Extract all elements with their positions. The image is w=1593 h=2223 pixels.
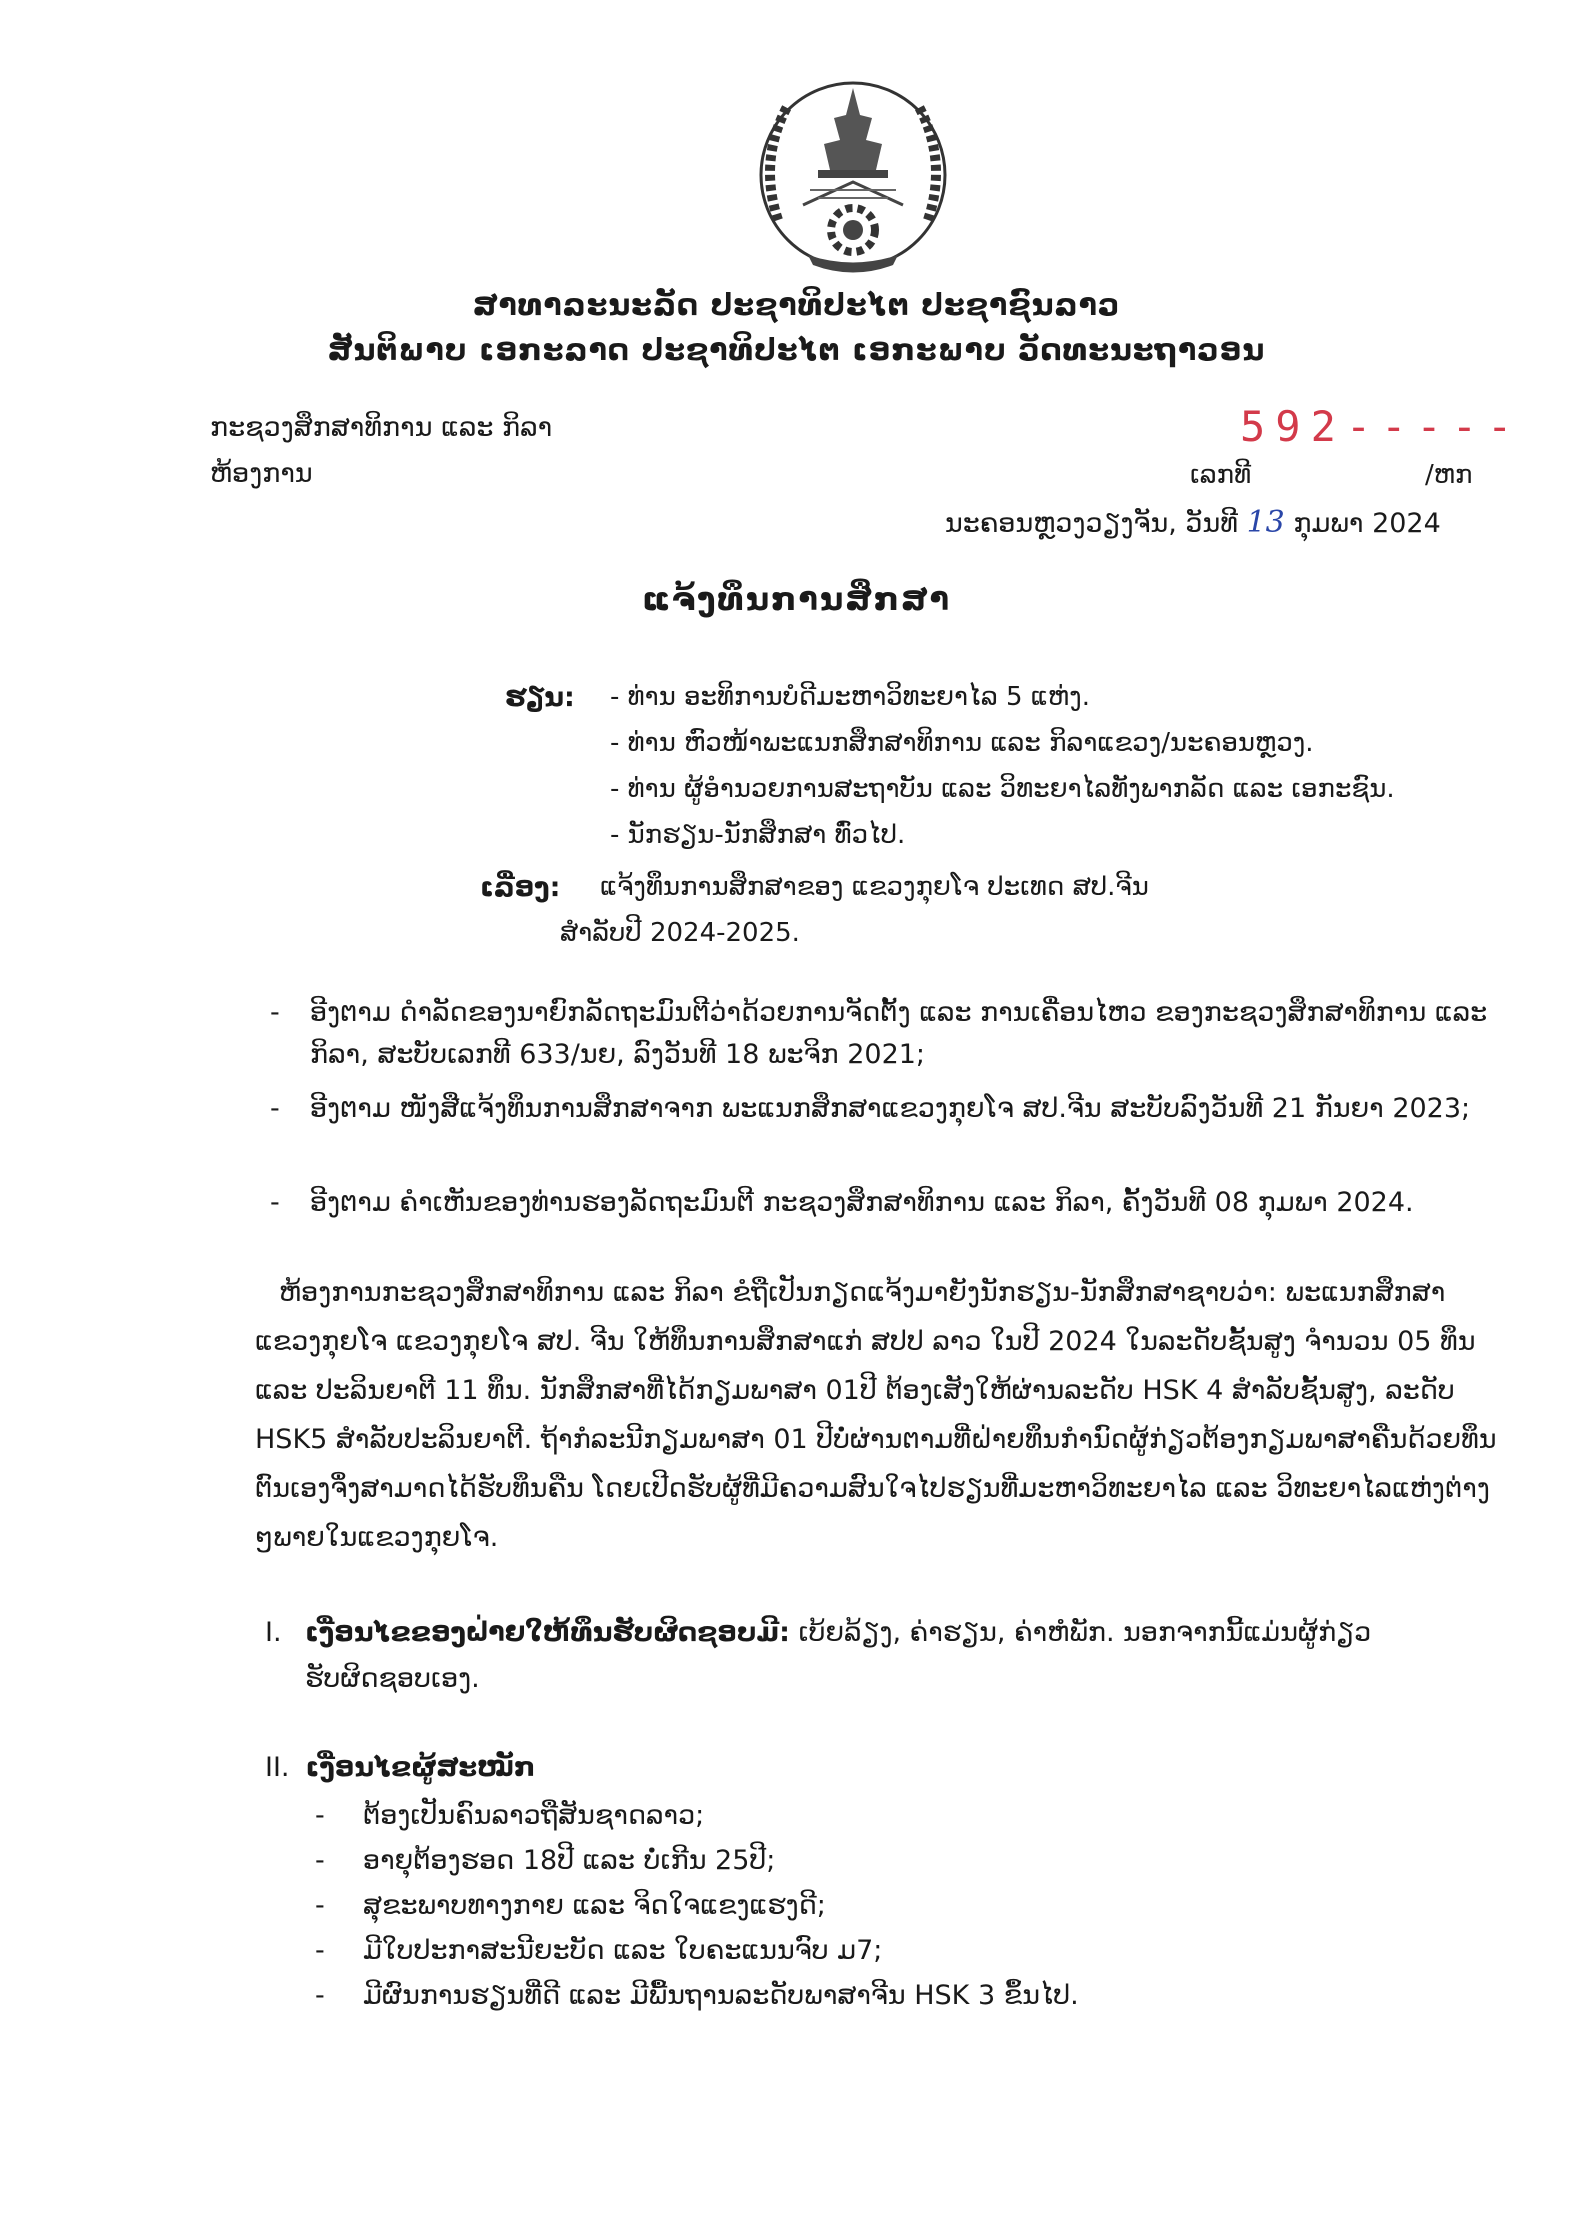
subject-label: ເລື່ອງ: [480,872,561,903]
reference-item: - ອີງຕາມ ດໍາລັດຂອງນາຍົກລັດຖະມົນຕີວ່າດ້ວຍການຈັດຕັ້ງ ແລະ ການເຄື່ອນໄຫວ ຂອງກະຊວງສຶກສາທິການ ແລະ ກິລາ, ສະບັບເລກທີ 633/ນຍ, ລົງວັນທີ 18 ພະຈິກ 2021; [270,997,1488,1070]
recipient-item: - ນັກຮຽນ-ນັກສຶກສາ ທົ່ວໄປ. [610,820,906,850]
recipients-label: ຮຽນ: [505,682,575,713]
section-2-heading: ເງື່ອນໄຂຜູ້ສະໝັກ [305,1752,536,1783]
number-label: ເລກທີ [1190,460,1252,490]
section-1 [265,1610,1485,1702]
body-paragraph: ຫ້ອງການກະຊວງສຶກສາທິການ ແລະ ກິລາ ຂໍຖືເປັນກຽດແຈ້ງມາຍັງນັກຮຽນ-ນັກສຶກສາຊາບວ່າ: ພະແນກສຶກສາແຂວງກຸຍໂຈ ແຂວງກຸຍໂຈ ສປ. ຈີນ ໃຫ້ທຶນການສຶກສາແກ່ ສປປ ລາວ ໃນປີ 2024 ໃນລະດັບຊັ້ນສູງ ຈໍານວນ 05 ທຶນ ແລະ ປະລິນຍາຕີ 11 ທຶນ. ນັກສຶກສາທີ່ໄດ້ກຽມພາສາ 01ປີ ຕ້ອງເສັງໃຫ້ຜ່ານລະດັບ HSK 4 ສໍາລັບຊັ້ນສູງ, ລະດັບ HSK5 ສໍາລັບປະລິນຍາຕີ. ຖ້າກໍລະນີກຽມພາສາ 01 ປີບໍ່ຜ່ານຕາມທີ່ຝ່າຍທຶນກໍານົດຜູ້ກ່ຽວຕ້ອງກຽມພາສາຄືນດ້ວຍທຶນຕົນເອງຈຶ່ງສາມາດໄດ້ຮັບທຶນຄືນ ໂດຍເປີດຮັບຜູ້ທີ່ມີຄວາມສົນໃຈໄປຮຽນທີ່ມະຫາວິທະຍາໄລ ແລະ ວິທະຍາໄລແຫ່ງຕ່າງໆພາຍໃນແຂວງກຸຍໂຈ. [255,1277,1497,1553]
section-2-number: II. [265,1752,290,1783]
requirement-item: - ຕ້ອງເປັນຄົນລາວຖືສັນຊາດລາວ; [315,1800,705,1831]
requirement-item: - ສຸຂະພາບທາງກາຍ ແລະ ຈິດໃຈແຂງແຮງດີ; [315,1890,826,1921]
date-prefix: ນະຄອນຫຼວງວຽງຈັນ, ວັນທີ [945,508,1238,539]
document-title: ແຈ້ງທຶນການສຶກສາ [642,580,951,618]
office-name: ຫ້ອງການ [210,458,313,489]
ministry-name: ກະຊວງສຶກສາທິການ ແລະ ກິລາ [210,412,553,443]
recipient-item: - ທ່ານ ຫົວໜ້າພະແນກສຶກສາທິການ ແລະ ກິລາແຂວງ/ນະຄອນຫຼວງ. [610,728,1314,758]
national-motto-line2: ສັນຕິພາບ ເອກະລາດ ປະຊາທິປະໄຕ ເອກະພາບ ວັດທະນະຖາວອນ [327,333,1266,368]
recipient-item: - ທ່ານ ຜູ້ອໍານວຍການສະຖາບັນ ແລະ ວິທະຍາໄລທັງພາກລັດ ແລະ ເອກະຊົນ. [610,774,1395,804]
document-number-stamp: 592----- [1240,402,1523,451]
lao-national-emblem-icon [748,70,958,280]
section-1-number: I. [265,1617,282,1648]
subject-line1: ແຈ້ງທຶນການສຶກສາຂອງ ແຂວງກຸຍໂຈ ປະເທດ ສປ.ຈີນ [600,872,1149,902]
national-motto-line1: ສາທາລະນະລັດ ປະຊາທິປະໄຕ ປະຊາຊົນລາວ [472,288,1121,323]
section-2-heading-row [265,1752,535,1783]
number-suffix: /ຫກ [1425,460,1473,490]
section-1-heading: ເງື່ອນໄຂຂອງຝ່າຍໃຫ້ທຶນຮັບຜິດຊອບມີ: [305,1617,790,1648]
requirement-item: - ມີໃບປະກາສະນີຍະບັດ ແລະ ໃບຄະແນນຈົບ ມ7; [315,1935,883,1966]
date-suffix: ກຸມພາ 2024 [1293,508,1441,539]
date-day-handwritten: 13 [1246,505,1285,540]
reference-item: - ອີງຕາມ ໜັງສືແຈ້ງທຶນການສຶກສາຈາກ ພະແນກສຶກສາແຂວງກຸຍໂຈ ສປ.ຈີນ ສະບັບລົງວັນທີ 21 ກັນຍາ 2023; [270,1093,1471,1124]
recipient-item: - ທ່ານ ອະທິການບໍດີມະຫາວິທະຍາໄລ 5 ແຫ່ງ. [610,682,1090,712]
date-line [945,505,1441,540]
requirement-item: - ອາຍຸຕ້ອງຮອດ 18ປີ ແລະ ບໍ່ເກີນ 25ປີ; [315,1845,776,1876]
subject-line2: ສໍາລັບປີ 2024-2025. [560,918,800,948]
reference-item: - ອີງຕາມ ຄໍາເຫັນຂອງທ່ານຮອງລັດຖະມົນຕີ ກະຊວງສຶກສາທິການ ແລະ ກິລາ, ຄັ້ງວັນທີ 08 ກຸມພາ 2024. [270,1187,1414,1218]
section-1-text: ເບ້ຍລ້ຽງ, ຄ່າຮຽນ, ຄ່າຫໍພັກ. ນອກຈາກນີ້ແມ່ນຜູ້ກ່ຽວຮັບຜິດຊອບເອງ. [305,1617,1372,1694]
requirement-item: - ມີຜົນການຮຽນທີ່ດີ ແລະ ມີພື້ນຖານລະດັບພາສາຈີນ HSK 3 ຂຶ້ນໄປ. [315,1980,1079,2011]
